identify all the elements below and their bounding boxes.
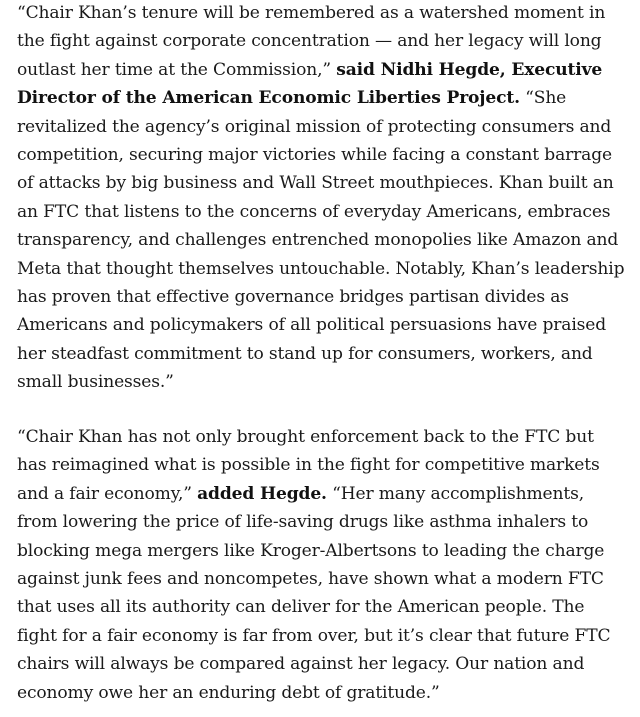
- text-line: [17, 565, 640, 593]
- text-line: [17, 141, 640, 169]
- quote-paragraph-2: [17, 423, 640, 707]
- text-line: [17, 622, 640, 650]
- text-line: [17, 84, 640, 112]
- quote-text: against junk fees and noncompetes, have shown what a modern FTC: [17, 569, 604, 590]
- text-line: [17, 508, 640, 536]
- text-line: [17, 340, 640, 368]
- text-line: [17, 311, 640, 339]
- text-line: [17, 56, 640, 84]
- quote-text: “Chair Khan has not only brought enforcement back to the FTC but: [17, 427, 594, 447]
- quote-paragraph-1: [17, 0, 640, 397]
- quote-text: blocking mega mergers like Kroger-Albertsons to leading the charge: [17, 540, 605, 561]
- quote-text: from lowering the price of life-saving drugs like asthma inhalers to: [17, 512, 589, 533]
- text-line: [17, 679, 640, 707]
- text-line: [17, 537, 640, 565]
- quote-text: outlast her time at the Commission,”: [17, 59, 337, 80]
- quote-text: “Her many accomplishments,: [326, 483, 584, 504]
- quote-text: small businesses.”: [17, 372, 174, 393]
- text-line: [17, 0, 640, 27]
- text-line: [17, 113, 640, 141]
- speaker-attribution: added Hegde.: [197, 483, 327, 504]
- quote-text: transparency, and challenges entrenched monopolies like Amazon and: [17, 230, 619, 251]
- quote-text: has reimagined what is possible in the fight for competitive markets: [17, 455, 600, 476]
- text-line: [17, 226, 640, 254]
- quote-text: competition, securing major victories while facing a constant barrage: [17, 145, 612, 166]
- quote-text: Americans and policymakers of all political persuasions have praised: [17, 315, 607, 336]
- text-line: [17, 283, 640, 311]
- quote-text: of attacks by big business and Wall Street mouthpieces. Khan built an: [17, 173, 614, 194]
- quote-text: and a fair economy,”: [17, 483, 198, 504]
- quote-text: her steadfast commitment to stand up for consumers, workers, and: [17, 343, 593, 364]
- quote-text: “Chair Khan’s tenure will be remembered as a watershed moment in: [17, 3, 606, 23]
- text-line: [17, 368, 640, 396]
- quote-text: the fight against corporate concentration — and her legacy will long: [17, 31, 602, 52]
- quote-text: economy owe her an enduring debt of gratitude.”: [17, 682, 440, 703]
- quote-text: fight for a fair economy is far from over, but it’s clear that future FTC: [17, 625, 611, 646]
- quote-text: chairs will always be compared against her legacy. Our nation and: [17, 654, 585, 675]
- quote-text: revitalized the agency’s original mission of protecting consumers and: [17, 116, 612, 137]
- quote-text: an FTC that listens to the concerns of everyday Americans, embraces: [17, 201, 611, 222]
- speaker-attribution: Director of the American Economic Liberties Project.: [17, 88, 520, 109]
- text-line: [17, 198, 640, 226]
- text-line: [17, 169, 640, 197]
- speaker-attribution: said Nidhi Hegde, Executive: [336, 59, 603, 80]
- text-line: [17, 255, 640, 283]
- text-line: [17, 423, 640, 451]
- quote-text: has proven that effective governance bridges partisan divides as: [17, 287, 569, 308]
- text-line: [17, 451, 640, 479]
- quote-text: that uses all its authority can deliver for the American people. The: [17, 597, 585, 618]
- text-line: [17, 27, 640, 55]
- quote-text: “She: [519, 88, 567, 109]
- text-line: [17, 650, 640, 678]
- quote-text: Meta that thought themselves untouchable. Notably, Khan’s leadership: [17, 258, 625, 279]
- text-line: [17, 480, 640, 508]
- text-line: [17, 593, 640, 621]
